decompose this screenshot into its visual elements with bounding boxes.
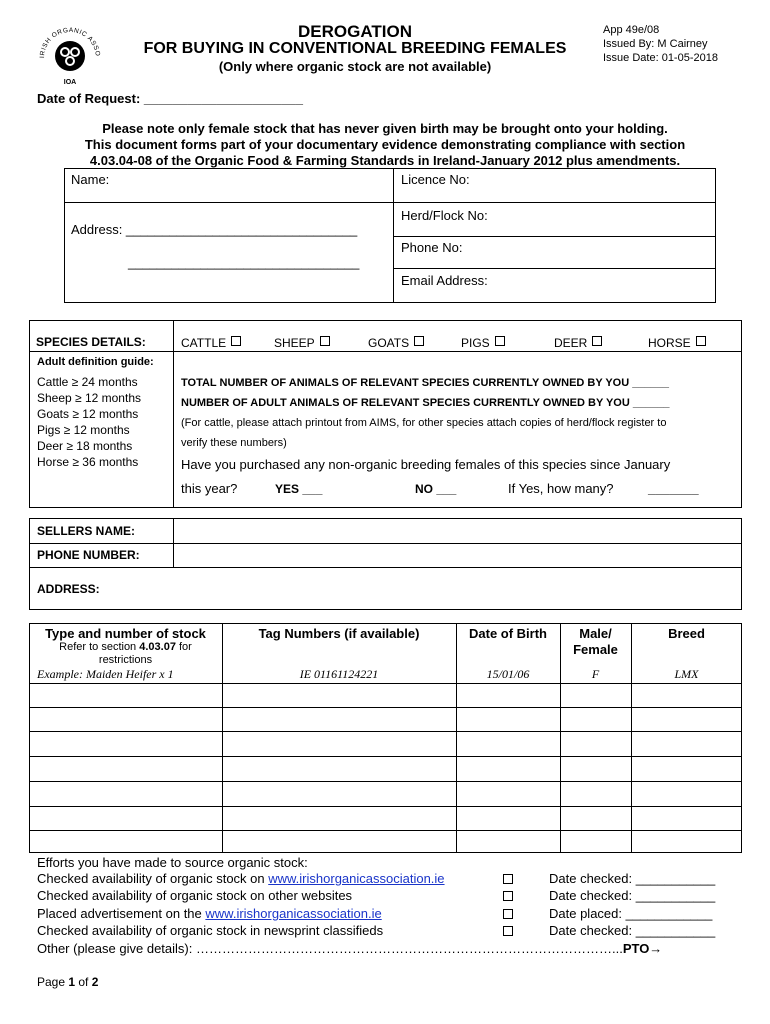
species-pigs[interactable]	[461, 336, 505, 350]
guide-cattle: Cattle ≥ 24 months	[37, 375, 138, 389]
checkbox-icon[interactable]	[592, 336, 602, 346]
checkbox-icon[interactable]	[696, 336, 706, 346]
pto-label: PTO→	[622, 941, 663, 956]
effort-1-link[interactable]: www.irishorganicassociation.ie	[268, 871, 445, 886]
ref-issued: Issued By: M Cairney	[603, 38, 708, 50]
refer-note-post: for	[175, 641, 192, 653]
subtitle: (Only where organic stock are not available)	[218, 59, 492, 74]
page-num: 1	[68, 975, 76, 989]
header-tag: Tag Numbers (if available)	[258, 626, 420, 641]
effort-2-checkbox-icon[interactable]	[503, 891, 513, 901]
seller-address-label: ADDRESS:	[37, 582, 100, 596]
guide-pigs: Pigs ≥ 12 months	[37, 423, 130, 437]
effort-1-checkbox-icon[interactable]	[503, 874, 513, 884]
effort-4-date[interactable]: Date checked: ___________	[549, 923, 716, 938]
email-field[interactable]: Email Address:	[401, 273, 488, 288]
species-deer[interactable]	[554, 336, 602, 350]
refer-note-line2: restrictions	[98, 654, 153, 666]
guide-label: Adult definition guide:	[37, 356, 154, 368]
title-line1: DEROGATION	[298, 22, 412, 41]
note-line1: (For cattle, please attach printout from AIMS, for other species attach copies of herd/flock register to	[181, 417, 667, 429]
example-tag: IE 01161124221	[299, 667, 379, 681]
species-horse[interactable]	[648, 336, 706, 350]
logo-abbr: IOA	[63, 79, 77, 86]
effort-4-checkbox-icon[interactable]	[503, 926, 513, 936]
notice-line1: Please note only female stock that has never given birth may be brought onto your holding.	[102, 121, 668, 136]
effort-3-link[interactable]: www.irishorganicassociation.ie	[205, 906, 382, 921]
species-pigs-label: PIGS	[461, 336, 490, 350]
refer-note	[29, 641, 222, 653]
how-many-label: If Yes, how many?	[508, 481, 614, 496]
species-deer-label: DEER	[554, 336, 588, 350]
how-many-field[interactable]: _______	[648, 481, 699, 496]
page-mid: of	[75, 975, 92, 989]
guide-goats: Goats ≥ 12 months	[37, 407, 139, 421]
species-cattle[interactable]	[181, 336, 241, 350]
guide-sheep: Sheep ≥ 12 months	[37, 391, 141, 405]
question-line1: Have you purchased any non-organic breeding females of this species since January	[181, 457, 671, 472]
header-dob: Date of Birth	[469, 626, 547, 641]
page-number	[37, 975, 98, 989]
effort-4-text: Checked availability of organic stock in newsprint classifieds	[37, 923, 384, 938]
effort-1-text: Checked availability of organic stock on	[37, 871, 269, 886]
date-of-request[interactable]: Date of Request: ______________________	[37, 91, 303, 106]
effort-3-text: Placed advertisement on the	[37, 906, 206, 921]
example-sex: F	[591, 667, 600, 681]
species-sheep-label: SHEEP	[274, 336, 315, 350]
ref-date: Issue Date: 01-05-2018	[603, 52, 718, 64]
total-owned[interactable]: TOTAL NUMBER OF ANIMALS OF RELEVANT SPECIES CURRENTLY OWNED BY YOU ______	[181, 377, 669, 389]
page-total: 2	[91, 975, 99, 989]
seller-box	[29, 518, 742, 610]
effort-other-text: Other (please give details): ……………………………………………………………………………………...	[37, 941, 623, 956]
address-field[interactable]: Address: ________________________________	[71, 222, 358, 237]
example-type: Example: Maiden Heifer x 1	[37, 667, 174, 681]
licence-field[interactable]: Licence No:	[401, 172, 470, 187]
effort-1	[37, 871, 445, 886]
yes-option[interactable]: YES ___	[275, 482, 323, 496]
guide-deer: Deer ≥ 18 months	[37, 439, 133, 453]
efforts-heading: Efforts you have made to source organic stock:	[37, 855, 308, 870]
header-type: Type and number of stock	[45, 626, 206, 641]
species-horse-label: HORSE	[648, 336, 691, 350]
header-breed: Breed	[668, 626, 705, 641]
notice-line3: 4.03.04-08 of the Organic Food & Farming Standards in Ireland-January 2012 plus amendments.	[89, 153, 681, 168]
species-goats[interactable]	[368, 336, 424, 350]
effort-3-checkbox-icon[interactable]	[503, 909, 513, 919]
logo-text: IRISH ORGANIC ASSO	[38, 26, 102, 59]
effort-2-text: Checked availability of organic stock on other websites	[37, 888, 353, 903]
name-field[interactable]: Name:	[71, 172, 110, 187]
checkbox-icon[interactable]	[320, 336, 330, 346]
no-option[interactable]: NO ___	[415, 482, 457, 496]
page-pre: Page	[37, 975, 69, 989]
refer-note-pre: Refer to section	[59, 641, 140, 653]
question-line2: this year?	[181, 481, 238, 496]
ioa-logo	[34, 20, 106, 92]
guide-horse: Horse ≥ 36 months	[37, 455, 139, 469]
effort-3	[37, 906, 382, 921]
checkbox-icon[interactable]	[495, 336, 505, 346]
effort-3-date[interactable]: Date placed: ____________	[549, 906, 713, 921]
herd-field[interactable]: Herd/Flock No:	[401, 208, 488, 223]
checkbox-icon[interactable]	[414, 336, 424, 346]
notice-line2: This document forms part of your documentary evidence demonstrating compliance with section	[84, 137, 686, 152]
species-label: SPECIES DETAILS:	[36, 335, 146, 349]
ref-app: App 49e/08	[603, 24, 660, 36]
title-line2: FOR BUYING IN CONVENTIONAL BREEDING FEMALES	[143, 40, 567, 57]
effort-other[interactable]	[37, 941, 662, 956]
species-cattle-label: CATTLE	[181, 336, 227, 350]
header-sex: Male/ Female	[573, 626, 618, 657]
species-goats-label: GOATS	[368, 336, 410, 350]
species-sheep[interactable]	[274, 336, 330, 350]
refer-note-section: 4.03.07	[139, 641, 176, 653]
example-dob: 15/01/06	[486, 667, 530, 681]
phone-field[interactable]: Phone No:	[401, 240, 463, 255]
seller-phone-label: PHONE NUMBER:	[37, 548, 140, 562]
address-line2-field[interactable]: ________________________________	[128, 255, 360, 270]
seller-name-label: SELLERS NAME:	[37, 524, 136, 538]
effort-1-date[interactable]: Date checked: ___________	[549, 871, 716, 886]
adult-owned[interactable]: NUMBER OF ADULT ANIMALS OF RELEVANT SPECIES CURRENTLY OWNED BY YOU ______	[181, 397, 670, 409]
note-line2: verify these numbers)	[181, 437, 287, 449]
ioa-logo-icon	[34, 20, 106, 92]
checkbox-icon[interactable]	[231, 336, 241, 346]
effort-2-date[interactable]: Date checked: ___________	[549, 888, 716, 903]
example-breed: LMX	[674, 667, 699, 681]
